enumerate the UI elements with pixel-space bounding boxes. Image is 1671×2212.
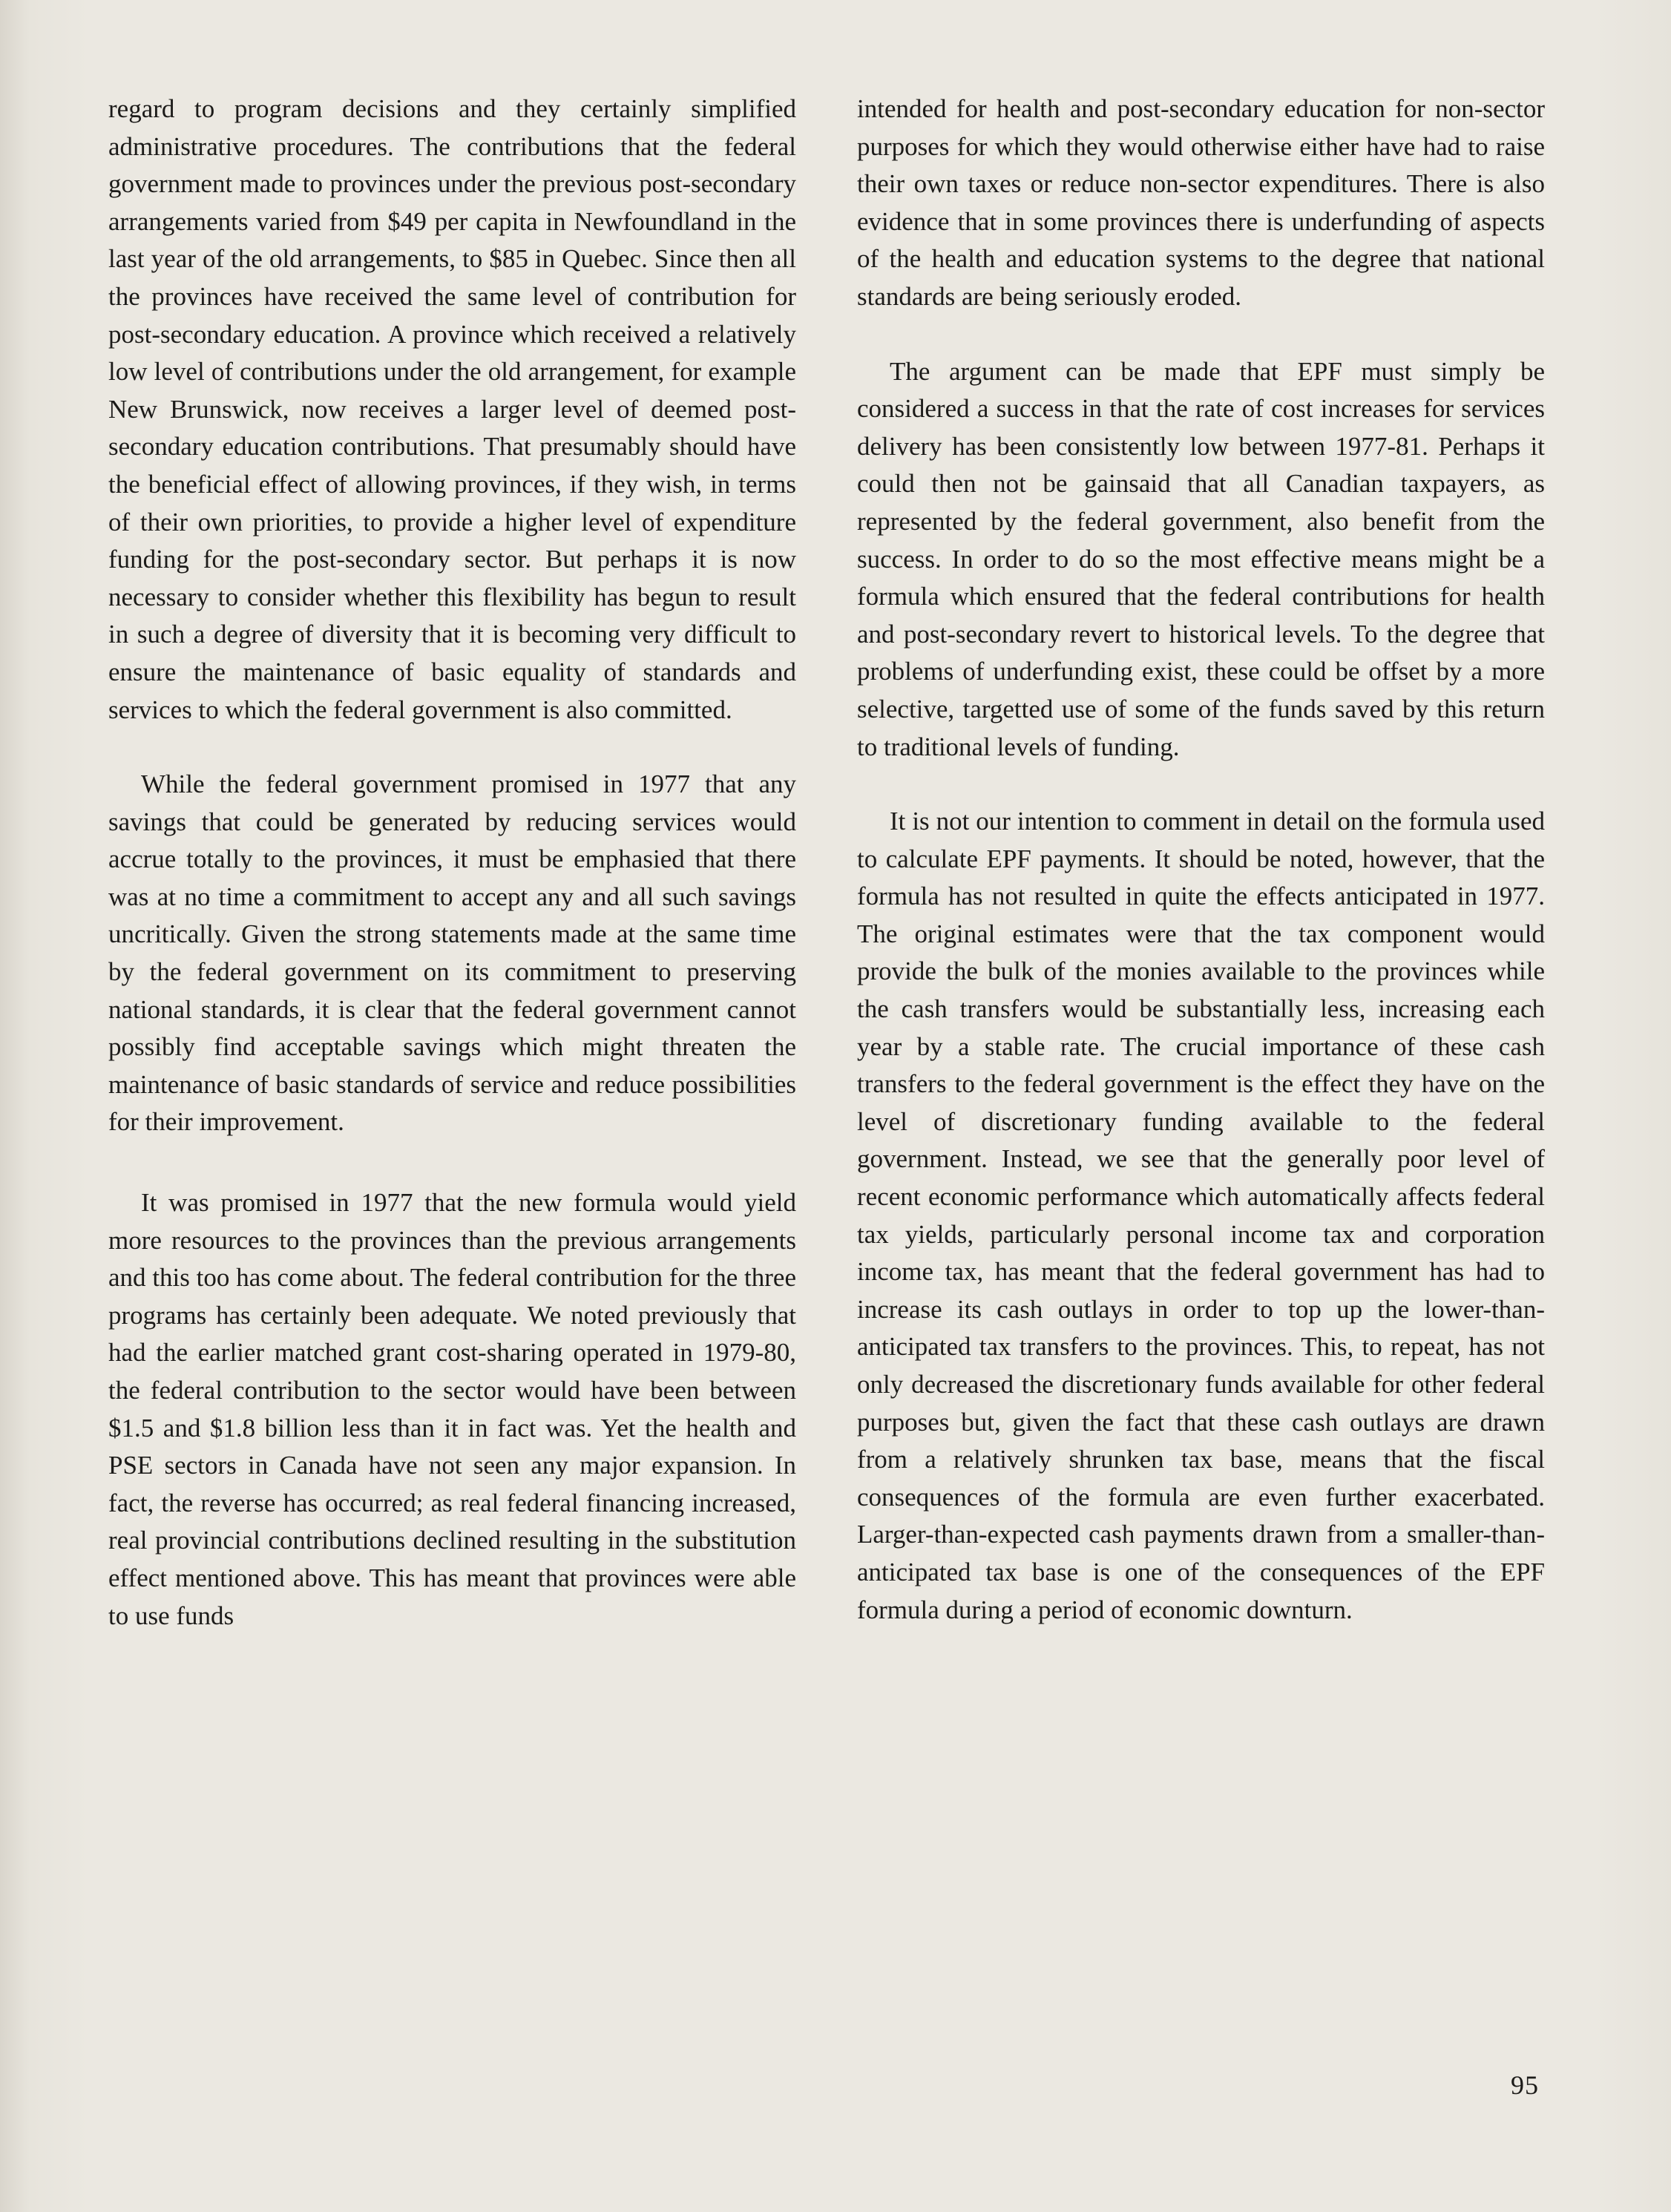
paragraph-health-funds: intended for health and post-secondary education for non-sector purposes for which they would otherwise either have had to raise their own taxes or reduce non-sector expenditures. There is also evidence that in some provinces there is underfunding of aspects of the health and education systems to the degree that national standards are being seriously eroded. (857, 94, 1545, 311)
right-column (857, 91, 1545, 1666)
paragraph-epf-success: The argument can be made that EPF must simply be considered a success in that the rate of cost increases for services delivery has been consistently low between 1977-81. Perhaps it could then not be gainsaid that all Canadian taxpayers, as represented by the federal government, also benefit from the success. In order to do so the most effective means might be a formula which ensured that the federal contributions for health and post-secondary revert to historical levels. To the degree that problems of underfunding exist, these could be offset by a more selective, targetted use of some of the funds saved by this return to traditional levels of funding. (857, 356, 1545, 761)
page-number: 95 (1511, 2070, 1539, 2100)
paragraph-new-formula: It was promised in 1977 that the new formula would yield more resources to the provinces than the previous arrangements and this too has come about. The federal contribution for the three programs has certainly been adequate. We noted previously that had the earlier matched grant cost-sharing operated in 1979-80, the federal contribution to the sector would have been between $1.5 and $1.8 billion less than it in fact was. Yet the health and PSE sectors in Canada have not seen any major expansion. In fact, the reverse has occurred; as real federal financing increased, real provincial contributions declined resulting in the substitution effect mentioned above. This has meant that provinces were able to use funds (108, 1188, 796, 1630)
paragraph-program-decisions: regard to program decisions and they certainly simplified administrative procedures. The contributions that the federal government made to provinces under the previous post-secondary arrangements varied from $49 per capita in Newfoundland in the last year of the old arrangements, to $85 in Quebec. Since then all the provinces have received the same level of contribution for post-secondary education. A province which received a relatively low level of contributions under the old arrangement, for example New Brunswick, now receives a larger level of deemed post-secondary education contributions. That presumably should have the beneficial effect of allowing provinces, if they wish, in terms of their own priorities, to provide a higher level of expenditure funding for the post-secondary sector. But perhaps it is now necessary to consider whether this flexibility has begun to result in such a degree of diversity that it is becoming very difficult to ensure the maintenance of basic equality of standards and services to which the federal government is also committed. (108, 94, 796, 724)
paragraph-federal-savings: While the federal government promised in 1977 that any savings that could be generated by reducing services would accrue totally to the provinces, it must be emphasied that there was at no time a commitment to accept any and all such savings uncritically. Given the strong statements made at the same time by the federal government on its commitment to preserving national standards, it is clear that the federal government cannot possibly find acceptable savings which might threaten the maintenance of basic standards of service and reduce possibilities for their improvement. (108, 769, 796, 1137)
paragraph-epf-formula: It is not our intention to comment in detail on the formula used to calculate EPF payments. It should be noted, however, that the formula has not resulted in quite the effects anticipated in 1977. The original estimates were that the tax component would provide the bulk of the monies available to the provinces while the cash transfers would be substantially less, increasing each year by a stable rate. The crucial importance of these cash transfers to the federal government is the effect they have on the level of discretionary funding available to the federal government. Instead, we see that the generally poor level of recent economic performance which automatically affects federal tax yields, particularly personal income tax and corporation income tax, has meant that the federal government has had to increase its cash outlays in order to top up the lower-than-anticipated tax transfers to the provinces. This, to repeat, has not only decreased the discretionary funds available for other federal purposes but, given the fact that these cash outlays are drawn from a relatively shrunken tax base, means that the fiscal consequences of the formula are even further exacerbated. Larger-than-expected cash payments drawn from a smaller-than-anticipated tax base is one of the consequences of the EPF formula during a period of economic downturn. (857, 807, 1545, 1624)
left-column (108, 91, 796, 1672)
